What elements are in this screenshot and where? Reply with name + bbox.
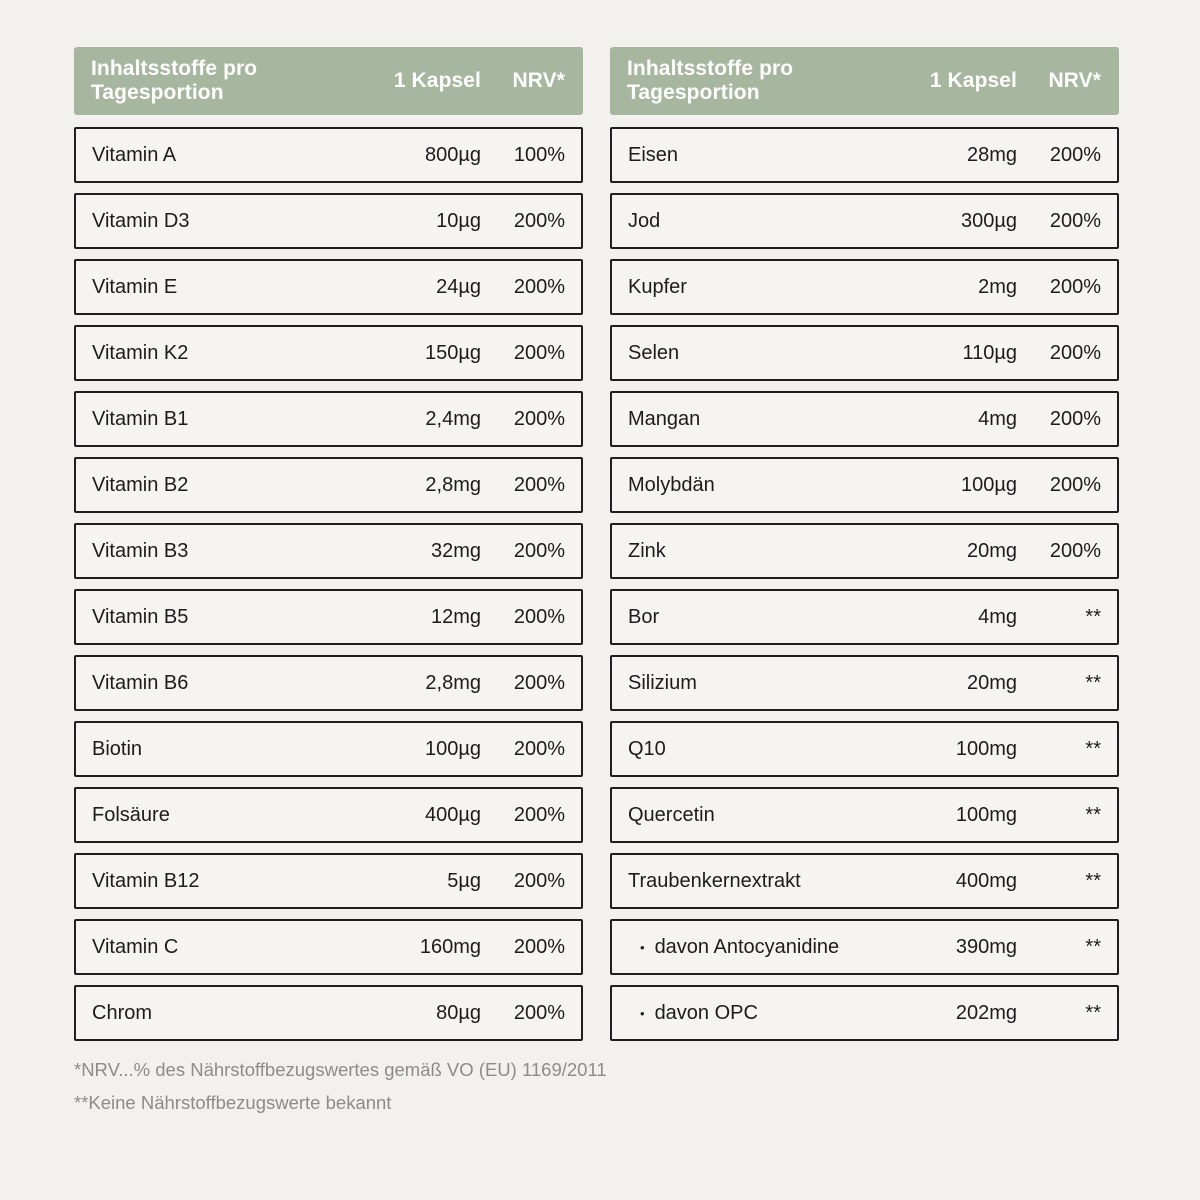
nrv-value: ** bbox=[1085, 605, 1101, 628]
ingredient-name bbox=[628, 936, 897, 959]
table-row bbox=[74, 325, 583, 381]
ingredient-label: Vitamin B1 bbox=[92, 407, 189, 430]
table-row bbox=[610, 259, 1119, 315]
ingredient-name bbox=[628, 606, 897, 629]
ingredient-label: davon OPC bbox=[654, 1001, 758, 1024]
nrv-value: 200% bbox=[1049, 407, 1101, 430]
ingredient-label: Traubenkernextrakt bbox=[628, 869, 801, 892]
nrv-value: ** bbox=[1085, 869, 1101, 892]
nrv-value: 200% bbox=[513, 935, 565, 958]
ingredient-name bbox=[92, 738, 361, 761]
ingredient-name bbox=[628, 474, 897, 497]
amount-value: 2,8mg bbox=[425, 671, 481, 694]
amount-value: 20mg bbox=[966, 671, 1017, 694]
table-row bbox=[74, 655, 583, 711]
amount-value: 4mg bbox=[978, 605, 1017, 628]
nrv-value: 200% bbox=[1049, 473, 1101, 496]
ingredient-name bbox=[628, 1002, 897, 1025]
footnotes bbox=[74, 1056, 607, 1122]
nrv-value: ** bbox=[1085, 1001, 1101, 1024]
amount-value: 300µg bbox=[960, 209, 1017, 232]
tables-container bbox=[74, 47, 1119, 1051]
nrv-value: 200% bbox=[1049, 341, 1101, 364]
table-row bbox=[610, 193, 1119, 249]
nrv-value: 200% bbox=[1049, 275, 1101, 298]
table-row bbox=[610, 985, 1119, 1041]
ingredient-name bbox=[628, 738, 897, 761]
table-vitamins bbox=[74, 47, 583, 1051]
nrv-value: 200% bbox=[1049, 539, 1101, 562]
ingredient-label: Vitamin B6 bbox=[92, 671, 189, 694]
amount-value: 12mg bbox=[430, 605, 481, 628]
nrv-value: ** bbox=[1085, 935, 1101, 958]
amount-value: 2,4mg bbox=[425, 407, 481, 430]
amount-value: 80µg bbox=[436, 1001, 481, 1024]
table-row bbox=[610, 523, 1119, 579]
ingredient-label: Vitamin K2 bbox=[92, 341, 189, 364]
ingredient-name bbox=[92, 804, 361, 827]
nrv-value: 200% bbox=[1049, 209, 1101, 232]
amount-value: 32mg bbox=[430, 539, 481, 562]
bullet-dot-icon: • bbox=[640, 939, 645, 955]
ingredient-name bbox=[628, 276, 897, 299]
table-row bbox=[74, 127, 583, 183]
amount-value: 28mg bbox=[966, 143, 1017, 166]
table-rows-vitamins bbox=[74, 127, 583, 1051]
ingredient-label: davon Antocyanidine bbox=[654, 935, 840, 958]
nrv-value: 200% bbox=[513, 275, 565, 298]
table-row bbox=[610, 391, 1119, 447]
header-amount-label: 1 Kapsel bbox=[929, 69, 1017, 92]
bullet-dot-icon: • bbox=[640, 1005, 645, 1021]
nrv-value: 200% bbox=[513, 539, 565, 562]
ingredient-label: Vitamin A bbox=[92, 143, 177, 166]
header-ingredients-label: Inhaltsstoffe pro Tagesportion bbox=[627, 57, 794, 104]
ingredient-name bbox=[628, 870, 897, 893]
table-row bbox=[74, 589, 583, 645]
table-row bbox=[610, 853, 1119, 909]
nrv-value: ** bbox=[1085, 671, 1101, 694]
nrv-value: 200% bbox=[1049, 143, 1101, 166]
footnote-nrv-definition: *NRV...% des Nährstoffbezugswertes gemäß VO (EU) 1169/2011 bbox=[74, 1059, 607, 1080]
nrv-value: 200% bbox=[513, 671, 565, 694]
table-row bbox=[74, 193, 583, 249]
header-amount-label: 1 Kapsel bbox=[393, 69, 481, 92]
table-row bbox=[74, 391, 583, 447]
ingredient-label: Vitamin C bbox=[92, 935, 179, 958]
header-nrv-label: NRV* bbox=[512, 69, 565, 92]
table-row bbox=[74, 721, 583, 777]
table-row bbox=[74, 787, 583, 843]
ingredient-label: Biotin bbox=[92, 737, 143, 760]
table-header bbox=[610, 47, 1119, 115]
table-row bbox=[610, 589, 1119, 645]
amount-value: 4mg bbox=[978, 407, 1017, 430]
amount-value: 100mg bbox=[955, 737, 1017, 760]
ingredient-name bbox=[92, 672, 361, 695]
table-row bbox=[610, 919, 1119, 975]
amount-value: 390mg bbox=[955, 935, 1017, 958]
ingredient-name bbox=[92, 1002, 361, 1025]
ingredient-name bbox=[628, 804, 897, 827]
table-row bbox=[610, 325, 1119, 381]
table-minerals bbox=[610, 47, 1119, 1051]
ingredient-name bbox=[92, 144, 361, 167]
amount-value: 5µg bbox=[447, 869, 481, 892]
table-row bbox=[74, 259, 583, 315]
amount-value: 24µg bbox=[436, 275, 481, 298]
ingredient-label: Vitamin B5 bbox=[92, 605, 189, 628]
ingredient-name bbox=[628, 672, 897, 695]
ingredient-label: Vitamin B3 bbox=[92, 539, 189, 562]
amount-value: 2mg bbox=[978, 275, 1017, 298]
ingredient-name bbox=[92, 210, 361, 233]
ingredient-label: Q10 bbox=[628, 737, 666, 760]
nrv-value: 200% bbox=[513, 605, 565, 628]
ingredient-name bbox=[628, 144, 897, 167]
amount-value: 2,8mg bbox=[425, 473, 481, 496]
nrv-value: 200% bbox=[513, 803, 565, 826]
nrv-value: 200% bbox=[513, 869, 565, 892]
amount-value: 100mg bbox=[955, 803, 1017, 826]
ingredient-label: Silizium bbox=[628, 671, 697, 694]
amount-value: 100µg bbox=[424, 737, 481, 760]
ingredient-label: Bor bbox=[628, 605, 660, 628]
ingredient-label: Folsäure bbox=[92, 803, 170, 826]
ingredient-label: Vitamin B12 bbox=[92, 869, 200, 892]
table-row bbox=[610, 721, 1119, 777]
ingredient-label: Vitamin B2 bbox=[92, 473, 189, 496]
ingredient-name bbox=[92, 474, 361, 497]
amount-value: 20mg bbox=[966, 539, 1017, 562]
ingredient-name bbox=[92, 342, 361, 365]
ingredient-name bbox=[92, 936, 361, 959]
nrv-value: 200% bbox=[513, 341, 565, 364]
ingredient-label: Selen bbox=[628, 341, 680, 364]
table-row bbox=[74, 919, 583, 975]
amount-value: 400mg bbox=[955, 869, 1017, 892]
table-row bbox=[610, 787, 1119, 843]
table-row bbox=[74, 457, 583, 513]
amount-value: 10µg bbox=[436, 209, 481, 232]
amount-value: 202mg bbox=[955, 1001, 1017, 1024]
amount-value: 400µg bbox=[424, 803, 481, 826]
table-rows-minerals bbox=[610, 127, 1119, 1051]
nrv-value: 200% bbox=[513, 473, 565, 496]
table-row bbox=[610, 655, 1119, 711]
ingredient-name bbox=[628, 540, 897, 563]
nrv-value: 200% bbox=[513, 407, 565, 430]
ingredient-label: Zink bbox=[628, 539, 666, 562]
nrv-value: 200% bbox=[513, 737, 565, 760]
ingredient-label: Kupfer bbox=[628, 275, 687, 298]
nrv-value: ** bbox=[1085, 737, 1101, 760]
table-row bbox=[74, 853, 583, 909]
table-row bbox=[74, 523, 583, 579]
ingredient-name bbox=[92, 540, 361, 563]
table-row bbox=[610, 127, 1119, 183]
ingredient-name bbox=[92, 606, 361, 629]
nrv-value: ** bbox=[1085, 803, 1101, 826]
ingredient-label: Vitamin E bbox=[92, 275, 178, 298]
amount-value: 110µg bbox=[962, 341, 1017, 364]
ingredient-label: Quercetin bbox=[628, 803, 715, 826]
nrv-value: 100% bbox=[513, 143, 565, 166]
ingredient-label: Molybdän bbox=[628, 473, 715, 496]
nrv-value: 200% bbox=[513, 1001, 565, 1024]
table-row bbox=[610, 457, 1119, 513]
ingredient-name bbox=[628, 342, 897, 365]
ingredient-name bbox=[92, 870, 361, 893]
amount-value: 100µg bbox=[960, 473, 1017, 496]
header-ingredients-label: Inhaltsstoffe pro Tagesportion bbox=[91, 57, 258, 104]
ingredient-name bbox=[92, 408, 361, 431]
ingredient-name bbox=[628, 408, 897, 431]
amount-value: 800µg bbox=[424, 143, 481, 166]
table-header bbox=[74, 47, 583, 115]
ingredient-name bbox=[92, 276, 361, 299]
footnote-no-reference-values: **Keine Nährstoffbezugswerte bekannt bbox=[74, 1092, 392, 1113]
table-row bbox=[74, 985, 583, 1041]
amount-value: 160mg bbox=[419, 935, 481, 958]
ingredient-label: Jod bbox=[628, 209, 661, 232]
ingredient-label: Chrom bbox=[92, 1001, 153, 1024]
ingredient-label: Vitamin D3 bbox=[92, 209, 190, 232]
ingredient-label: Eisen bbox=[628, 143, 679, 166]
header-nrv-label: NRV* bbox=[1048, 69, 1101, 92]
nrv-value: 200% bbox=[513, 209, 565, 232]
ingredient-name bbox=[628, 210, 897, 233]
amount-value: 150µg bbox=[424, 341, 481, 364]
ingredient-label: Mangan bbox=[628, 407, 701, 430]
